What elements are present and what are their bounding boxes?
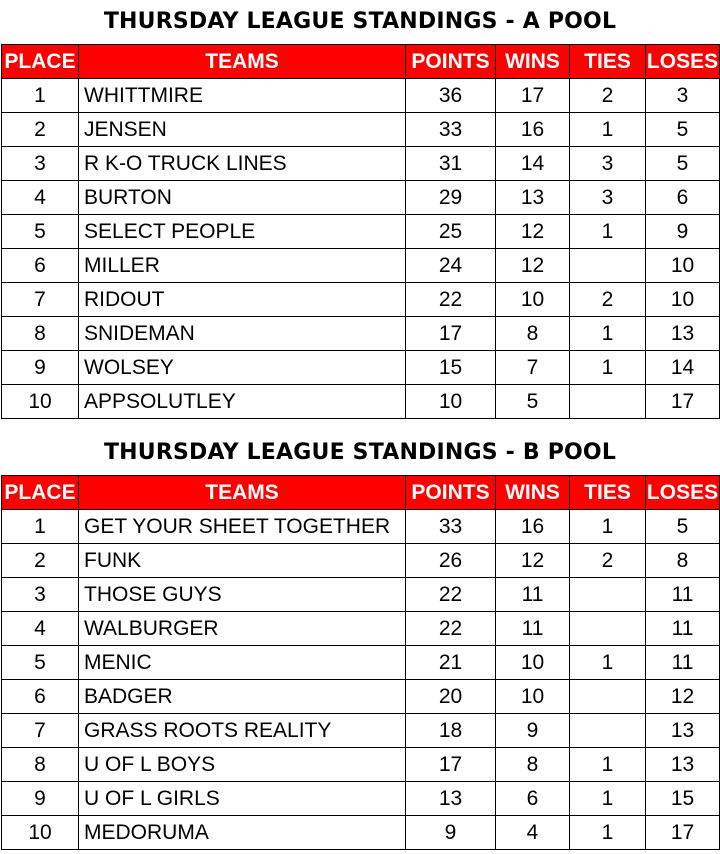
cell-place: 3 [2, 578, 79, 612]
cell-wins: 16 [496, 113, 570, 147]
cell-ties: 3 [570, 147, 646, 181]
cell-ties [570, 385, 646, 419]
cell-points: 22 [406, 612, 496, 646]
cell-loses: 6 [646, 181, 720, 215]
cell-points: 18 [406, 714, 496, 748]
table-row [2, 351, 720, 385]
table-row [2, 215, 720, 249]
cell-wins: 12 [496, 249, 570, 283]
cell-points: 26 [406, 544, 496, 578]
cell-place: 8 [2, 748, 79, 782]
cell-loses: 5 [646, 147, 720, 181]
cell-wins: 12 [496, 544, 570, 578]
cell-place: 7 [2, 283, 79, 317]
header-teams: TEAMS [79, 476, 406, 510]
cell-ties [570, 714, 646, 748]
pool-a-body [2, 79, 720, 419]
table-row [2, 510, 720, 544]
cell-team: WOLSEY [79, 351, 406, 385]
header-place: PLACE [2, 45, 79, 79]
pool-b-title: THURSDAY LEAGUE STANDINGS - B POOL [103, 440, 617, 465]
header-row [2, 476, 720, 510]
cell-place: 2 [2, 113, 79, 147]
header-row [2, 45, 720, 79]
cell-loses: 13 [646, 714, 720, 748]
cell-ties [570, 680, 646, 714]
cell-points: 33 [406, 113, 496, 147]
table-row [2, 317, 720, 351]
cell-wins: 11 [496, 612, 570, 646]
cell-team: U OF L BOYS [79, 748, 406, 782]
cell-ties [570, 249, 646, 283]
cell-ties: 1 [570, 215, 646, 249]
cell-place: 10 [2, 816, 79, 850]
header-points: POINTS [406, 45, 496, 79]
cell-points: 22 [406, 578, 496, 612]
header-points: POINTS [406, 476, 496, 510]
table-row [2, 181, 720, 215]
cell-place: 9 [2, 351, 79, 385]
cell-team: WHITTMIRE [79, 79, 406, 113]
cell-loses: 11 [646, 578, 720, 612]
cell-loses: 17 [646, 816, 720, 850]
cell-points: 17 [406, 748, 496, 782]
cell-wins: 5 [496, 385, 570, 419]
cell-place: 4 [2, 181, 79, 215]
cell-wins: 12 [496, 215, 570, 249]
cell-points: 17 [406, 317, 496, 351]
table-row [2, 748, 720, 782]
cell-points: 31 [406, 147, 496, 181]
header-teams: TEAMS [79, 45, 406, 79]
cell-ties [570, 612, 646, 646]
header-ties: TIES [570, 476, 646, 510]
cell-wins: 7 [496, 351, 570, 385]
cell-points: 15 [406, 351, 496, 385]
header-ties: TIES [570, 45, 646, 79]
cell-ties: 1 [570, 646, 646, 680]
cell-wins: 8 [496, 317, 570, 351]
header-place: PLACE [2, 476, 79, 510]
header-wins: WINS [496, 476, 570, 510]
table-row [2, 646, 720, 680]
cell-place: 1 [2, 510, 79, 544]
cell-place: 5 [2, 646, 79, 680]
cell-loses: 14 [646, 351, 720, 385]
cell-loses: 13 [646, 748, 720, 782]
cell-wins: 4 [496, 816, 570, 850]
cell-loses: 8 [646, 544, 720, 578]
cell-team: MILLER [79, 249, 406, 283]
header-wins: WINS [496, 45, 570, 79]
cell-wins: 10 [496, 646, 570, 680]
cell-place: 2 [2, 544, 79, 578]
cell-ties: 1 [570, 510, 646, 544]
table-row [2, 249, 720, 283]
cell-place: 7 [2, 714, 79, 748]
table-row [2, 714, 720, 748]
cell-points: 13 [406, 782, 496, 816]
cell-wins: 17 [496, 79, 570, 113]
cell-points: 33 [406, 510, 496, 544]
cell-team: WALBURGER [79, 612, 406, 646]
cell-points: 9 [406, 816, 496, 850]
cell-wins: 10 [496, 680, 570, 714]
cell-wins: 14 [496, 147, 570, 181]
cell-wins: 9 [496, 714, 570, 748]
cell-ties: 1 [570, 782, 646, 816]
cell-points: 10 [406, 385, 496, 419]
cell-team: RIDOUT [79, 283, 406, 317]
table-row [2, 385, 720, 419]
cell-ties: 1 [570, 113, 646, 147]
cell-place: 9 [2, 782, 79, 816]
cell-loses: 13 [646, 317, 720, 351]
cell-loses: 10 [646, 283, 720, 317]
cell-wins: 10 [496, 283, 570, 317]
cell-points: 29 [406, 181, 496, 215]
cell-ties: 1 [570, 317, 646, 351]
cell-team: APPSOLUTLEY [79, 385, 406, 419]
cell-wins: 8 [496, 748, 570, 782]
cell-ties: 2 [570, 79, 646, 113]
table-row [2, 544, 720, 578]
cell-place: 4 [2, 612, 79, 646]
cell-place: 8 [2, 317, 79, 351]
cell-ties: 1 [570, 816, 646, 850]
cell-loses: 9 [646, 215, 720, 249]
cell-ties: 1 [570, 351, 646, 385]
cell-ties: 2 [570, 283, 646, 317]
table-row [2, 113, 720, 147]
cell-ties: 3 [570, 181, 646, 215]
table-row [2, 578, 720, 612]
table-row [2, 79, 720, 113]
cell-team: R K-O TRUCK LINES [79, 147, 406, 181]
cell-team: BURTON [79, 181, 406, 215]
cell-place: 6 [2, 249, 79, 283]
cell-wins: 11 [496, 578, 570, 612]
table-row [2, 283, 720, 317]
cell-points: 20 [406, 680, 496, 714]
cell-team: GRASS ROOTS REALITY [79, 714, 406, 748]
cell-points: 25 [406, 215, 496, 249]
cell-loses: 3 [646, 79, 720, 113]
cell-points: 21 [406, 646, 496, 680]
pool-a-title: THURSDAY LEAGUE STANDINGS - A POOL [103, 9, 617, 34]
cell-loses: 15 [646, 782, 720, 816]
header-loses: LOSES [646, 476, 720, 510]
cell-team: FUNK [79, 544, 406, 578]
cell-team: U OF L GIRLS [79, 782, 406, 816]
cell-place: 10 [2, 385, 79, 419]
cell-points: 24 [406, 249, 496, 283]
cell-wins: 13 [496, 181, 570, 215]
cell-loses: 11 [646, 646, 720, 680]
cell-team: SNIDEMAN [79, 317, 406, 351]
pool-a-table [1, 44, 720, 419]
cell-wins: 6 [496, 782, 570, 816]
cell-loses: 12 [646, 680, 720, 714]
table-row [2, 680, 720, 714]
cell-loses: 11 [646, 612, 720, 646]
cell-ties: 1 [570, 748, 646, 782]
cell-points: 22 [406, 283, 496, 317]
table-row [2, 782, 720, 816]
cell-ties [570, 578, 646, 612]
cell-points: 36 [406, 79, 496, 113]
cell-team: BADGER [79, 680, 406, 714]
table-row [2, 816, 720, 850]
cell-ties: 2 [570, 544, 646, 578]
cell-loses: 5 [646, 510, 720, 544]
table-row [2, 147, 720, 181]
cell-loses: 5 [646, 113, 720, 147]
cell-team: JENSEN [79, 113, 406, 147]
table-row [2, 612, 720, 646]
pool-b-body [2, 510, 720, 850]
cell-place: 6 [2, 680, 79, 714]
pool-b-table [1, 475, 720, 850]
header-loses: LOSES [646, 45, 720, 79]
cell-team: MENIC [79, 646, 406, 680]
cell-team: MEDORUMA [79, 816, 406, 850]
cell-loses: 10 [646, 249, 720, 283]
cell-team: THOSE GUYS [79, 578, 406, 612]
cell-place: 3 [2, 147, 79, 181]
cell-team: GET YOUR SHEET TOGETHER [79, 510, 406, 544]
cell-team: SELECT PEOPLE [79, 215, 406, 249]
cell-loses: 17 [646, 385, 720, 419]
cell-place: 1 [2, 79, 79, 113]
cell-place: 5 [2, 215, 79, 249]
cell-wins: 16 [496, 510, 570, 544]
